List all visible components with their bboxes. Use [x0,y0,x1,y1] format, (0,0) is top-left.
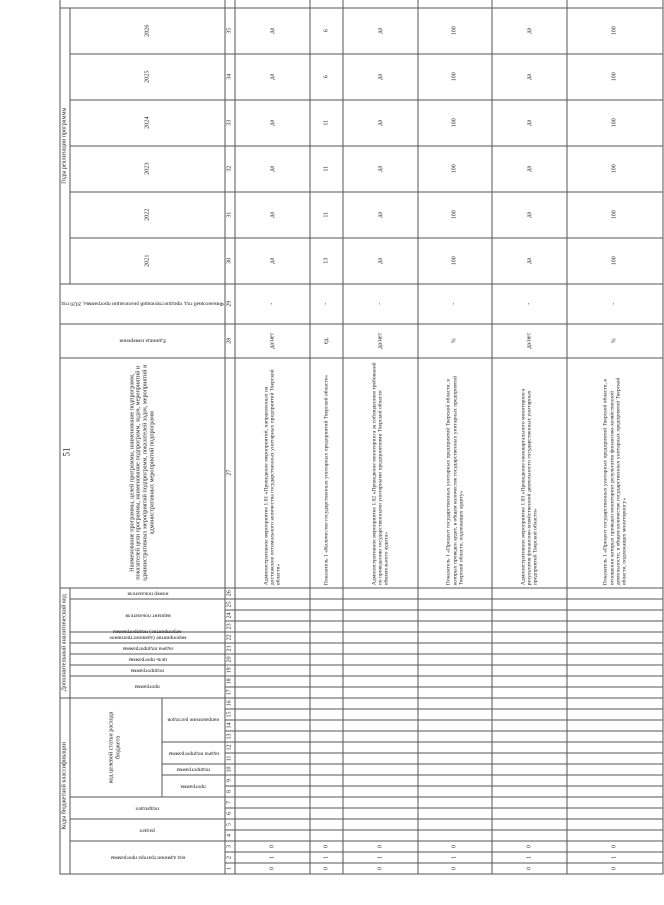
code-cell [567,621,663,632]
code-cell: 0 [492,863,567,874]
code-cell [567,830,663,841]
column-number-cell: 17 [225,687,235,698]
code-cell [235,709,310,720]
code-cell [235,599,310,610]
year-value-cell: да [492,238,567,284]
table-row [492,0,567,874]
code-cell [343,775,418,786]
code-cell [310,621,343,632]
year-value-cell: 100 [567,8,663,54]
year-2024-header: 2024 [70,100,226,146]
year-value-cell: 100 [567,100,663,146]
code-cell [492,720,567,731]
code-cell [343,764,418,775]
page-number: 51 [61,447,72,457]
target-value-cell [418,0,493,8]
year-value-cell: 6 [310,54,343,100]
code-cell [418,654,493,665]
code-cell: 0 [492,841,567,852]
code-cell [235,643,310,654]
code-cell [418,720,493,731]
code-cell [235,654,310,665]
code-cell [310,676,343,687]
year-value-cell: да [235,146,310,192]
measure-name-cell: Показатель 1 «Количество государственных унитарных предприятий Тверской области» [310,358,343,588]
code-cell [310,764,343,775]
column-number-cell: 9 [225,775,235,786]
column-number-cell: 33 [225,100,235,146]
year-value-cell: 100 [418,238,493,284]
code-cell [492,808,567,819]
budget-codes-header: Коды бюджетной классификации [60,698,70,874]
year-value-cell: 100 [418,192,493,238]
column-number-cell: 18 [225,676,235,687]
code-cell [310,808,343,819]
code-cell [567,654,663,665]
column-number-cell: 7 [225,797,235,808]
code-cell [418,687,493,698]
year-value-cell: да [343,100,418,146]
code-cell [567,808,663,819]
year-value-cell: 13 [310,238,343,284]
year-2026-header: 2026 [70,8,226,54]
code-cell [492,775,567,786]
code-cell [235,610,310,621]
year-value-cell: да [235,100,310,146]
code-cell [418,830,493,841]
column-number-cell: 28 [225,324,235,358]
code-cell [310,797,343,808]
unit-cell: да/нет [235,324,310,358]
table-row [567,0,663,874]
code-cell [492,709,567,720]
column-number-cell: 20 [225,654,235,665]
code-cell [492,632,567,643]
code-cell [310,753,343,764]
year-2025-header: 2025 [70,54,226,100]
code-cell [567,676,663,687]
code-cell: 0 [310,841,343,852]
code-cell [567,753,663,764]
add-number-header: номер показателя [70,588,226,599]
code-cell [343,687,418,698]
target-code-header: код целевой статьи расхода бюджета [70,698,162,797]
code-cell [235,764,310,775]
measure-name-cell: Административное мероприятие 1.01 «Проведение мероприятий, направленных на достижение оптимального количества государственных унитарных предприятий Тверской области» [235,358,310,588]
code-cell [567,819,663,830]
code-cell [492,764,567,775]
code-cell [343,742,418,753]
code-cell [567,720,663,731]
unit-cell: да/нет [343,324,418,358]
year-value-cell: 11 [310,100,343,146]
measure-name-cell: Административное мероприятие 1.03 «Проведение ежеквартального мониторинга результатов финансово-хозяйственной деятельности государственных унитарных предприятий Тверской области» [492,358,567,588]
code-cell [235,676,310,687]
year-2022-header: 2022 [70,192,226,238]
code-cell [310,775,343,786]
measure-name-cell: Показатель 1 «Процент государственных унитарных предприятий Тверской области, в которых проведен аудит, в общем количестве государственных унитарных предприятий Тверской области, подлежащих аудиту» [418,358,493,588]
additional-code-header: Дополнительный аналитический код [60,588,70,698]
year-value-cell: да [492,192,567,238]
years-group-header: Годы реализации программы [60,8,70,284]
year-value-cell: да [235,8,310,54]
code-cell [235,775,310,786]
code-cell [310,819,343,830]
code-cell [343,830,418,841]
code-cell [343,786,418,797]
year-2021-header: 2021 [70,238,226,284]
code-cell [343,731,418,742]
code-cell [310,720,343,731]
column-number-cell: 32 [225,146,235,192]
code-cell [235,665,310,676]
code-cell [310,665,343,676]
code-cell [235,753,310,764]
target-value-cell [343,0,418,8]
column-number-cell: 31 [225,192,235,238]
code-cell: 0 [235,863,310,874]
code-cell [567,632,663,643]
target-value-cell [310,0,343,8]
code-cell [235,742,310,753]
code-cell [235,819,310,830]
code-cell [310,643,343,654]
target-value-cell [235,0,310,8]
year-value-cell: 6 [310,8,343,54]
code-cell [343,720,418,731]
code-cell [310,654,343,665]
year-value-cell: 100 [567,238,663,284]
code-cell: 0 [310,863,343,874]
year-value-cell: да [343,192,418,238]
code-cell [567,731,663,742]
code-cell [310,742,343,753]
code-cell [567,797,663,808]
year-value-cell: 100 [418,54,493,100]
year-value-cell: да [492,8,567,54]
unit-cell: % [418,324,493,358]
code-cell [492,621,567,632]
code-cell [343,698,418,709]
target-value-cell [567,0,663,8]
code-cell [343,709,418,720]
code-cell [310,786,343,797]
code-cell [567,742,663,753]
tc-program-header: программа [162,775,226,797]
code-cell [235,687,310,698]
fin-year-cell: - [492,284,567,324]
code-cell: 0 [343,841,418,852]
code-cell [492,830,567,841]
unit-cell: % [567,324,663,358]
code-cell [492,588,567,599]
code-cell [310,709,343,720]
program-name-header: Наименование программы, целей программы, наименование подпрограмм, показателей цели программы, наименование подпрограмм, задач, мероприятий и административных мероприятий подпрограмм, показателей задач, мероприятий и административных мероприятий подпрограмм [60,358,225,588]
column-number-cell: 11 [225,753,235,764]
code-cell [235,588,310,599]
code-cell [310,830,343,841]
column-number-cell: 30 [225,238,235,284]
code-cell [343,676,418,687]
code-cell [492,610,567,621]
year-value-cell: да [235,54,310,100]
code-cell [310,687,343,698]
code-cell: 1 [418,852,493,863]
code-cell [235,797,310,808]
code-cell [235,621,310,632]
code-cell [492,599,567,610]
code-cell [235,698,310,709]
code-cell [310,698,343,709]
column-number-cell: 22 [225,632,235,643]
code-cell [492,654,567,665]
code-cell [492,742,567,753]
code-cell [418,610,493,621]
code-cell [343,819,418,830]
code-cell [418,819,493,830]
year-value-cell: 11 [310,192,343,238]
section-header: раздел [70,819,226,841]
column-number-cell: 6 [225,808,235,819]
column-number-cell: 10 [225,764,235,775]
code-cell [567,588,663,599]
column-number-cell: 5 [225,819,235,830]
target-value-cell [492,0,567,8]
year-value-cell: 100 [567,146,663,192]
code-cell: 1 [310,852,343,863]
year-value-cell: да [343,146,418,192]
year-value-cell: да [235,238,310,284]
code-cell [567,687,663,698]
tc-direction-header: направление расходов [162,698,226,742]
column-number-cell: 13 [225,731,235,742]
code-cell: 0 [418,863,493,874]
code-cell: 0 [235,841,310,852]
code-cell [343,621,418,632]
year-value-cell: 100 [418,100,493,146]
table-row [418,0,493,874]
code-cell: 0 [567,841,663,852]
table-row [310,0,343,874]
code-cell [343,665,418,676]
code-cell [235,720,310,731]
target-value-header [60,0,225,8]
code-cell [235,786,310,797]
fin-year-cell: - [418,284,493,324]
code-cell [418,709,493,720]
code-cell [492,643,567,654]
column-number-cell: 2 [225,852,235,863]
program-table-sheet [60,24,628,875]
unit-header: Единица измерения [60,324,225,358]
column-number-cell: 15 [225,709,235,720]
code-cell [418,731,493,742]
code-cell [418,775,493,786]
code-cell [418,621,493,632]
fin-year-cell: - [310,284,343,324]
code-cell [343,588,418,599]
code-cell [418,643,493,654]
subsection-header: подраздел [70,797,226,819]
code-cell: 1 [492,852,567,863]
code-cell [418,786,493,797]
column-number-cell: 19 [225,665,235,676]
column-number-cell: 8 [225,786,235,797]
code-cell [418,742,493,753]
year-value-cell: 100 [567,54,663,100]
code-cell [418,753,493,764]
fin-year-cell: - [235,284,310,324]
year-value-cell: 100 [567,192,663,238]
code-cell: 1 [235,852,310,863]
add-task-header: задача подпрограммы [70,643,226,654]
code-cell: 1 [567,852,663,863]
unit-cell: да/нет [492,324,567,358]
code-cell [343,610,418,621]
admin-code-header: код администратора программы [70,841,226,874]
code-cell [235,830,310,841]
code-cell [418,797,493,808]
column-number-cell: 34 [225,54,235,100]
column-number-cell [225,0,235,8]
code-cell [492,731,567,742]
fin-year-cell: - [567,284,663,324]
year-value-cell: да [343,54,418,100]
code-cell [492,786,567,797]
code-cell: 0 [567,863,663,874]
code-cell: 0 [418,841,493,852]
measure-name-cell: Административное мероприятие 1.02 «Проведение мониторинга за соблюдением требований по проведению государственными унитарными предприятиями Тверской области обязательного аудита» [343,358,418,588]
code-cell [492,698,567,709]
add-subprogram-header: подпрограмма [70,665,226,676]
column-number-cell: 24 [225,610,235,621]
code-cell [343,797,418,808]
code-cell [343,632,418,643]
code-cell [418,764,493,775]
column-number-cell: 3 [225,841,235,852]
table-row [343,0,418,874]
code-cell [492,665,567,676]
code-cell [567,599,663,610]
column-number-cell: 35 [225,8,235,54]
code-cell [343,599,418,610]
column-number-cell: 12 [225,742,235,753]
code-cell [310,599,343,610]
tc-subprogram-header: подпрограмма [162,764,226,775]
code-cell [567,665,663,676]
year-value-cell: да [343,8,418,54]
column-number-cell: 27 [225,358,235,588]
code-cell [567,764,663,775]
code-cell [492,797,567,808]
header-row-1 [60,0,70,874]
year-value-cell: да [235,192,310,238]
code-cell [343,753,418,764]
table-row [235,0,310,874]
code-cell [492,687,567,698]
column-number-cell: 21 [225,643,235,654]
column-number-cell: 29 [225,284,235,324]
code-cell [310,588,343,599]
code-cell [567,709,663,720]
unit-cell: ед. [310,324,343,358]
year-value-cell: 100 [418,146,493,192]
year-2023-header: 2023 [70,146,226,192]
code-cell [235,731,310,742]
column-number-cell: 16 [225,698,235,709]
code-cell [343,808,418,819]
code-cell: 1 [343,852,418,863]
code-cell [567,786,663,797]
column-number-cell: 4 [225,830,235,841]
column-numbers-row [225,0,235,874]
code-cell [418,632,493,643]
code-cell [567,775,663,786]
code-cell: 0 [343,863,418,874]
fin-year-cell: - [343,284,418,324]
measure-name-cell: Показатель 1 «Процент государственных унитарных предприятий Тверской области, в отношении которых проведен мониторинг результатов финансово-хозяйственной деятельности, в общем количестве государственных унитарных предприятий Тверской области, подлежащих мониторингу» [567,358,663,588]
code-cell [418,588,493,599]
code-cell [418,599,493,610]
code-cell [235,632,310,643]
code-cell [418,676,493,687]
year-value-cell: да [492,54,567,100]
year-value-cell: да [492,100,567,146]
add-program-header: программа [70,676,226,698]
code-cell [418,665,493,676]
code-cell [567,698,663,709]
code-cell [310,610,343,621]
year-value-cell: да [492,146,567,192]
year-value-cell: 11 [310,146,343,192]
program-indicators-table [60,0,664,875]
column-number-cell: 14 [225,720,235,731]
code-cell [343,654,418,665]
column-number-cell: 23 [225,621,235,632]
code-cell [492,676,567,687]
column-number-cell: 26 [225,588,235,599]
code-cell [235,808,310,819]
tc-task-header: задача подпрограммы [162,742,226,764]
code-cell [418,698,493,709]
column-number-cell: 25 [225,599,235,610]
add-variant-header: вариант показателя [70,599,226,632]
code-cell [343,643,418,654]
code-cell [418,808,493,819]
year-value-cell: да [343,238,418,284]
code-cell [492,753,567,764]
code-cell [492,819,567,830]
code-cell [567,610,663,621]
add-goal-header: цель программы [70,654,226,665]
year-value-cell: 100 [418,8,493,54]
add-measure-header: мероприятие (административное мероприятие) подпрограммы [70,632,226,643]
column-number-cell: 1 [225,863,235,874]
code-cell [567,643,663,654]
fin-year-header: Финансовый год, предшествующий реализации программы, 2020 год [60,284,225,324]
code-cell [310,731,343,742]
code-cell [310,632,343,643]
